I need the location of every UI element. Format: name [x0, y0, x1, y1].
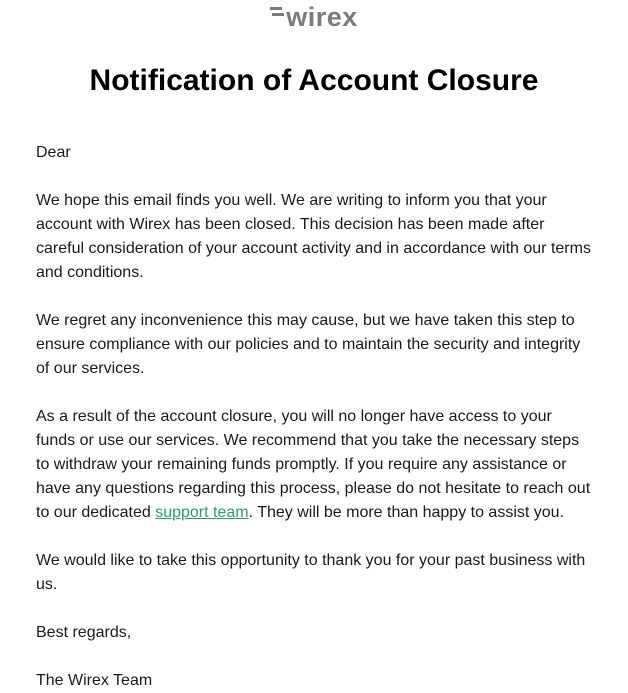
greeting: Dear — [36, 144, 71, 161]
paragraph-regret: We regret any inconvenience this may cause, but we have taken this step to ensure compliance with our policies and to maintain the security and integrity of our services. — [36, 312, 581, 377]
paragraph-thanks: We would like to take this opportunity to thank you for your past business with us. — [36, 552, 586, 593]
paragraph-funds-text: As a result of the account closure, you will no longer have access to your funds or use our services. We recommend that you take the necessary steps to withdraw your remaining funds promptly. If you require any assistance or have any questions regarding this process, please do not hesitate to reach out to our dedicated — [36, 408, 591, 521]
support-team-link[interactable]: support team — [155, 504, 249, 521]
logo-header — [36, 0, 592, 32]
email-title: Notification of Account Closure — [89, 64, 539, 97]
closing: Best regards, — [36, 624, 132, 641]
signature: The Wirex Team — [36, 672, 153, 689]
paragraph-funds-tail: . They will be more than happy to assist you. — [248, 504, 565, 521]
wirex-logo — [270, 2, 358, 32]
paragraph-closure-notice: We hope this email finds you well. We are writing to inform you that your account with Wirex has been closed. This decision has been made after careful consideration of your account activity and in accordance with our terms and conditions. — [36, 192, 591, 281]
wirex-logo-text: wirex — [286, 2, 358, 32]
email-body — [36, 141, 592, 693]
wirex-logo-mark-icon — [270, 5, 284, 30]
paragraph-funds — [36, 405, 592, 525]
